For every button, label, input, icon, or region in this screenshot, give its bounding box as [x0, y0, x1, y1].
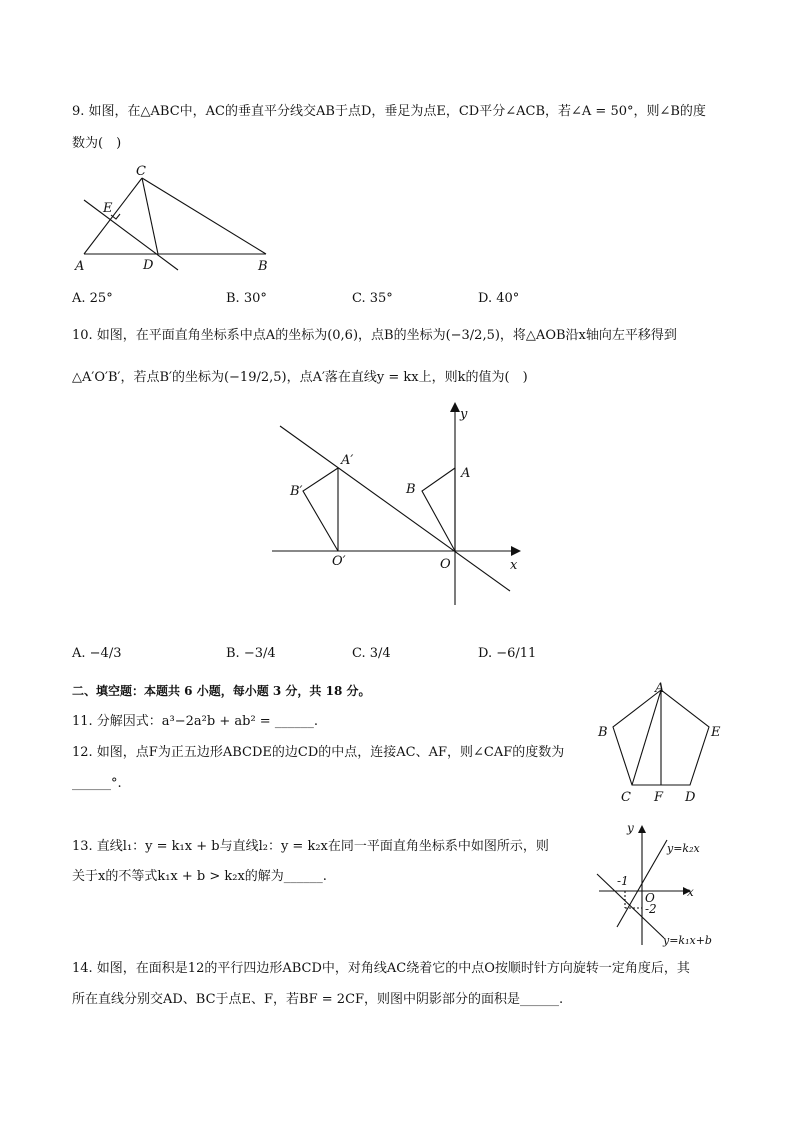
q14-text-line2: 所在直线分别交AD、BC于点E、F，若BF = 2CF，则图中阴影部分的面积是______.	[72, 992, 564, 1007]
q13-text-line2: 关于x的不等式k₁x + b > k₂x的解为______.	[72, 869, 327, 884]
q13-label-minus1: -1	[617, 874, 629, 888]
section-heading: 二、填空题：本题共 6 小题，每小题 3 分，共 18 分。	[72, 684, 371, 698]
q12-label-f: F	[654, 790, 664, 805]
q9-label-c: C	[136, 164, 146, 179]
q10-x-arrow	[511, 546, 521, 556]
q12-segment-ac	[632, 690, 661, 785]
q9-label-e: E	[103, 201, 113, 216]
q10-label-a: A	[461, 466, 471, 481]
q13-label-l1: y=k₁x+b	[663, 934, 712, 947]
q10-label-b: B	[406, 482, 416, 497]
q9-label-a: A	[75, 259, 85, 274]
q13-label-minus2: -2	[645, 902, 657, 916]
q13-label-x: x	[687, 885, 694, 899]
q13-label-l2: y=k₂x	[667, 842, 700, 855]
q10-coordinate-figure	[270, 400, 530, 610]
q9-option-d: D. 40°	[478, 291, 520, 306]
q12-label-e: E	[711, 725, 721, 740]
q13-line-graph	[587, 820, 727, 950]
q12-text-line2: ______°.	[72, 776, 122, 791]
q10-option-c: C. 3/4	[352, 646, 391, 661]
q10-label-y: y	[460, 407, 468, 422]
q13-label-o: O	[645, 891, 655, 905]
q9-label-b: B	[258, 259, 268, 274]
q10-text-line2: △A′O′B′，若点B′的坐标为(−19/2,5)，点A′落在直线y = kx上，则k的值为( )	[72, 370, 528, 385]
q10-label-b-prime: B′	[290, 484, 303, 499]
q10-label-o: O	[440, 557, 451, 572]
q9-side-cb	[142, 178, 266, 254]
q12-text-line1: 12. 如图，点F为正五边形ABCDE的边CD的中点，连接AC、AF，则∠CAF的度数为	[72, 745, 565, 760]
q12-pentagon-figure	[595, 680, 735, 805]
q10-triangle-a2o2b2	[303, 468, 338, 551]
q13-y-arrow	[638, 825, 646, 833]
q13-text-line1: 13. 直线l₁：y = k₁x + b与直线l₂：y = k₂x在同一平面直角坐标系中如图所示，则	[72, 839, 549, 854]
q10-option-b: B. −3/4	[226, 646, 276, 661]
q9-option-c: C. 35°	[352, 291, 393, 306]
q10-label-a-prime: A′	[341, 453, 354, 468]
q10-option-a: A. −4/3	[72, 646, 122, 661]
q10-option-d: D. −6/11	[478, 646, 537, 661]
q9-text-line1: 9. 如图，在△ABC中，AC的垂直平分线交AB于点D，垂足为点E，CD平分∠ACB，若∠A = 50°，则∠B的度	[72, 104, 706, 119]
q9-segment-cd	[142, 178, 158, 254]
q10-label-o-prime: O′	[332, 554, 346, 569]
q12-label-c: C	[621, 790, 631, 805]
q10-line-y-kx	[280, 426, 510, 591]
q10-y-arrow	[450, 402, 460, 412]
q9-option-a: A. 25°	[72, 291, 113, 306]
q9-triangle-figure	[70, 163, 270, 273]
q12-label-b: B	[598, 725, 608, 740]
q10-text-line1: 10. 如图，在平面直角坐标系中点A的坐标为(0,6)，点B的坐标为(−3/2,5)，将△AOB沿x轴向左平移得到	[72, 328, 677, 343]
q9-option-b: B. 30°	[226, 291, 267, 306]
q9-text-line2: 数为( )	[72, 136, 122, 151]
q9-label-d: D	[143, 258, 154, 273]
q14-text-line1: 14. 如图，在面积是12的平行四边形ABCD中，对角线AC绕着它的中点O按顺时针方向旋转一定角度后，其	[72, 961, 690, 976]
q11-text: 11. 分解因式：a³−2a²b + ab² = ______.	[72, 714, 318, 729]
q10-label-x: x	[510, 558, 518, 573]
q10-triangle-aob	[422, 468, 455, 551]
q13-label-y: y	[627, 821, 634, 835]
q12-label-d: D	[685, 790, 696, 805]
q12-label-a: A	[655, 681, 665, 696]
